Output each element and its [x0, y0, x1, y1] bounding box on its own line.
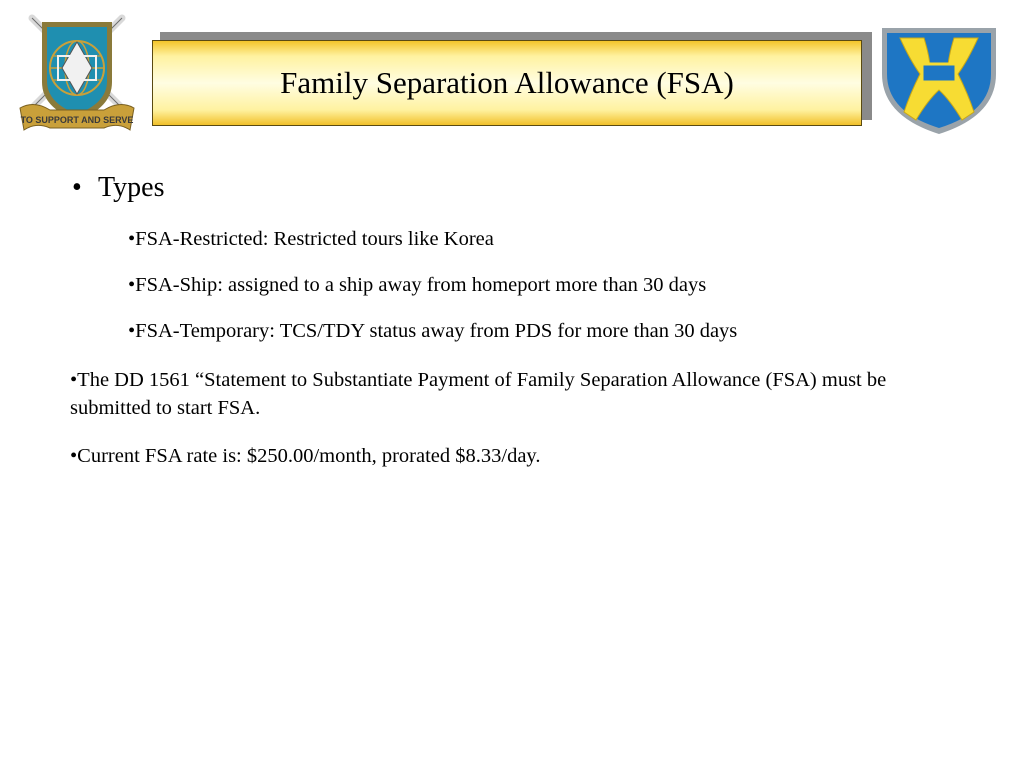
note-dd1561: •The DD 1561 “Statement to Substantiate Payment of Family Separation Allowance (FSA) must be submitted to start FSA.	[70, 369, 887, 419]
bullet-marker: •	[72, 172, 82, 203]
sub-item-ship: •FSA-Ship: assigned to a ship away from homeport more than 30 days	[128, 274, 707, 296]
unit-crest-icon	[14, 12, 140, 134]
bullet-types-label: Types	[98, 172, 165, 203]
crest-motto: TO SUPPORT AND SERVE	[20, 115, 134, 125]
shoulder-patch-icon	[878, 24, 1000, 136]
title-box	[152, 40, 862, 126]
sub-item-restricted: •FSA-Restricted: Restricted tours like Korea	[128, 228, 494, 250]
bullet-types	[72, 172, 164, 204]
page-title: Family Separation Allowance (FSA)	[280, 65, 734, 100]
note-fsa-rate: •Current FSA rate is: $250.00/month, prorated $8.33/day.	[70, 445, 541, 467]
sub-item-temporary: •FSA-Temporary: TCS/TDY status away from PDS for more than 30 days	[128, 320, 738, 342]
